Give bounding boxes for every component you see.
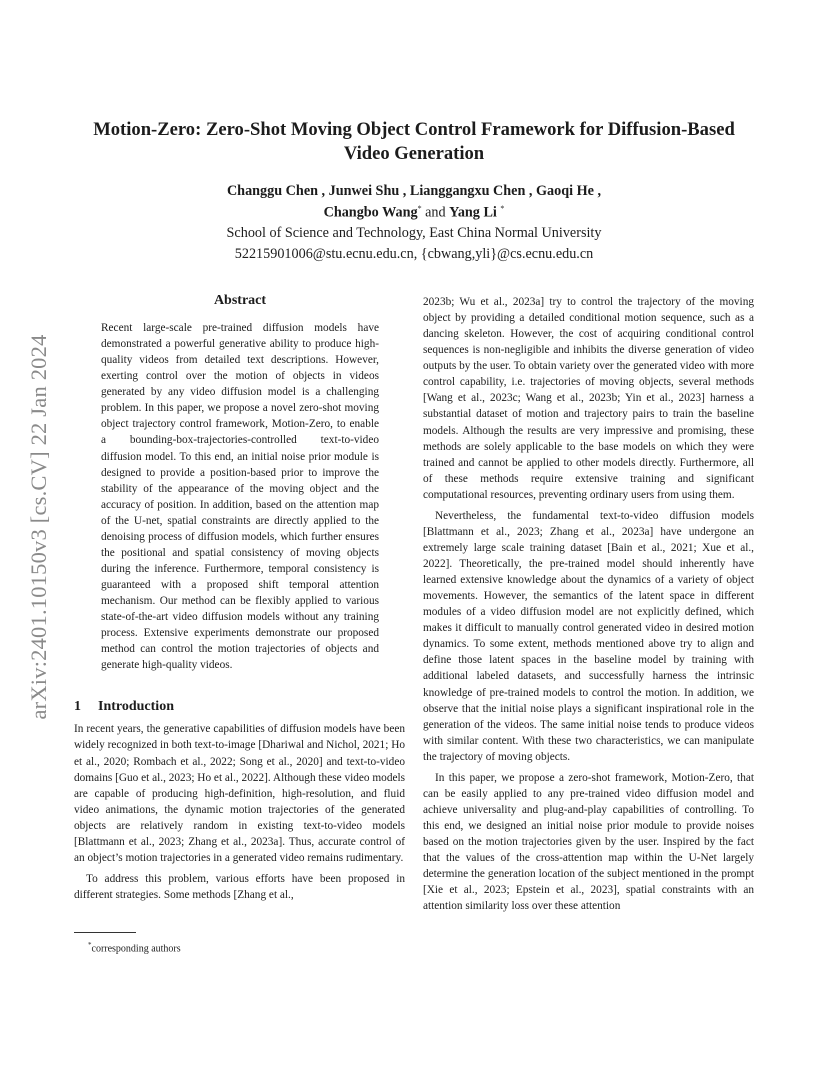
affiliation: School of Science and Technology, East China Normal University (226, 224, 602, 241)
author-block (60, 182, 768, 265)
body-paragraph: To address this problem, various efforts have been proposed in different strategies. Some methods [Zhang et al., (74, 872, 405, 901)
section-number: 1 (74, 699, 81, 715)
body-paragraph: In recent years, the generative capabilities of diffusion models have been widely recognized in both text-to-image [Dhariwal and Nichol, 2021; Ho et al., 2020; Rombach et al., 2022; Song et al., 2020] and text-to-video domains [Guo et al., 2023; Ho et al., 2022]. Although these video models are capable of producing high-definition, high-resolution, and fluid video animations, the dynamic motion trajectories of the generated objects are relatively random in existing text-to-video models [Blattmann et al., 2023; Zhang et al., 2023a]. Thus, accurate control of an object’s motion trajectories in a generated video remains rudimentary. (74, 723, 406, 864)
section-title: Introduction (98, 699, 174, 715)
right-column (423, 294, 754, 914)
paper-title (60, 118, 768, 166)
title-line-1: Motion-Zero: Zero-Shot Moving Object Control Framework for Diffusion-Based (93, 119, 735, 140)
author-mark: * (500, 204, 505, 213)
abstract-heading: Abstract (213, 293, 267, 308)
footnote-rule (74, 932, 136, 933)
author-line-1: Changgu Chen , Junwei Shu , Lianggangxu Chen , Gaoqi He , (226, 183, 602, 199)
author-name: Changbo Wang (323, 204, 418, 221)
author-name: Yang Li (449, 204, 497, 221)
author-emails: 52215901006@stu.ecnu.edu.cn, {cbwang,yli}@cs.ecnu.edu.cn (234, 245, 594, 262)
body-paragraph: In this paper, we propose a zero-shot framework, Motion-Zero, that can be easily applied to any pre-trained video diffusion model and achieve universality and plug-and-play capabilities of controlling. To this end, we designed an initial noise prior module to provide noises based on the motion trajectories given by the user. Inspired by the fact that the values of the cross-attention map within the U-Net largely determine the generation location of the subject mentioned in the prompt [Xie et al., 2023; Epstein et al., 2023], spatial constraints with an attention similarity loss over these attention (423, 771, 754, 913)
arxiv-identifier (26, 292, 52, 762)
abstract-text: Recent large-scale pre-trained diffusion models have demonstrated a powerful generative ability to produce high-quality videos from detailed text descriptions. However, exerting control over the motion of objects in videos generated by any video diffusion model is a challenging problem. In this paper, we propose a novel zero-shot moving object trajectory control framework, Motion-Zero, to enable a bounding-box-trajectories-controlled text-to-video diffusion model. To this end, an initial noise prior module is designed to provide a position-based prior to improve the stability of the appearance of the moving object and the accuracy of position. In addition, based on the attention map of the U-net, spatial constraints are directly applied to the denoising process of diffusion models, which further ensures the positional and spatial consistency of moving objects during the inference. Furthermore, temporal consistency is guaranteed with a proposed shift temporal attention mechanism. Our method can be flexibly applied to various state-of-the-art video diffusion models without any training process. Extensive experiments demonstrate our proposed method can control the motion trajectories of objects and generate high-quality videos. (101, 322, 379, 672)
author-mark: * (417, 204, 422, 213)
author-and: and (421, 204, 450, 221)
arxiv-id-text: arXiv:2401.10150v3 [cs.CV] 22 Jan 2024 (26, 334, 51, 720)
body-paragraph: 2023b; Wu et al., 2023a] try to control the trajectory of the moving object by providing a detailed conditional motion sequence, such as a dancing skeleton. However, the cost of acquiring conditional control sequences is non-negligible and inhibits the diverse generation of video outputs by the user. To obtain variety over the generated video with more control capability, i.e. trajectories of moving objects, several methods [Wang et al., 2023c; Wang et al., 2023b; Yin et al., 2023] harness a substantial dataset of motion and trajectory pairs to train the baseline models. Although the results are very impressive and promising, these methods are solely applicable to the base models on which they were trained and cannot be applied to other models directly. Furthermore, all of these methods require extensive training and significant computational resources, preventing ordinary users from using them. (423, 296, 754, 501)
title-line-2: Video Generation (343, 143, 485, 164)
footnote (88, 938, 181, 956)
footnote-mark: * (88, 941, 92, 949)
footnote-text: corresponding authors (91, 943, 181, 955)
body-paragraph: Nevertheless, the fundamental text-to-video diffusion models [Blattmann et al., 2023; Zhang et al., 2023a] have undergone an extremely large scale training dataset [Bain et al., 2021; Xue et al., 2022]. Theoretically, the pre-trained model should inherently have learned extensive knowledge about the dynamics of a variety of object movements. However, the semantics of the latent space in different modules of a video diffusion model are not explicitly defined, which makes it difficult to manually control generated video in desired motion dynamics. To some extent, methods mentioned above try to align and define those latent spaces in the baseline model by training with additional labeled datasets, and successfully harness the intrinsic knowledge of pre-trained models to control the motion. In addition, we observe that the initial noise plays a significant inspirational role in the generation of the videos. The same initial noise tends to produce videos with similar content. With these two characteristics, we can manipulate the trajectory of moving objects. (423, 509, 754, 763)
left-column (74, 292, 405, 903)
abstract-section (74, 292, 405, 673)
section-heading (74, 698, 405, 716)
author-line-2 (60, 200, 768, 222)
